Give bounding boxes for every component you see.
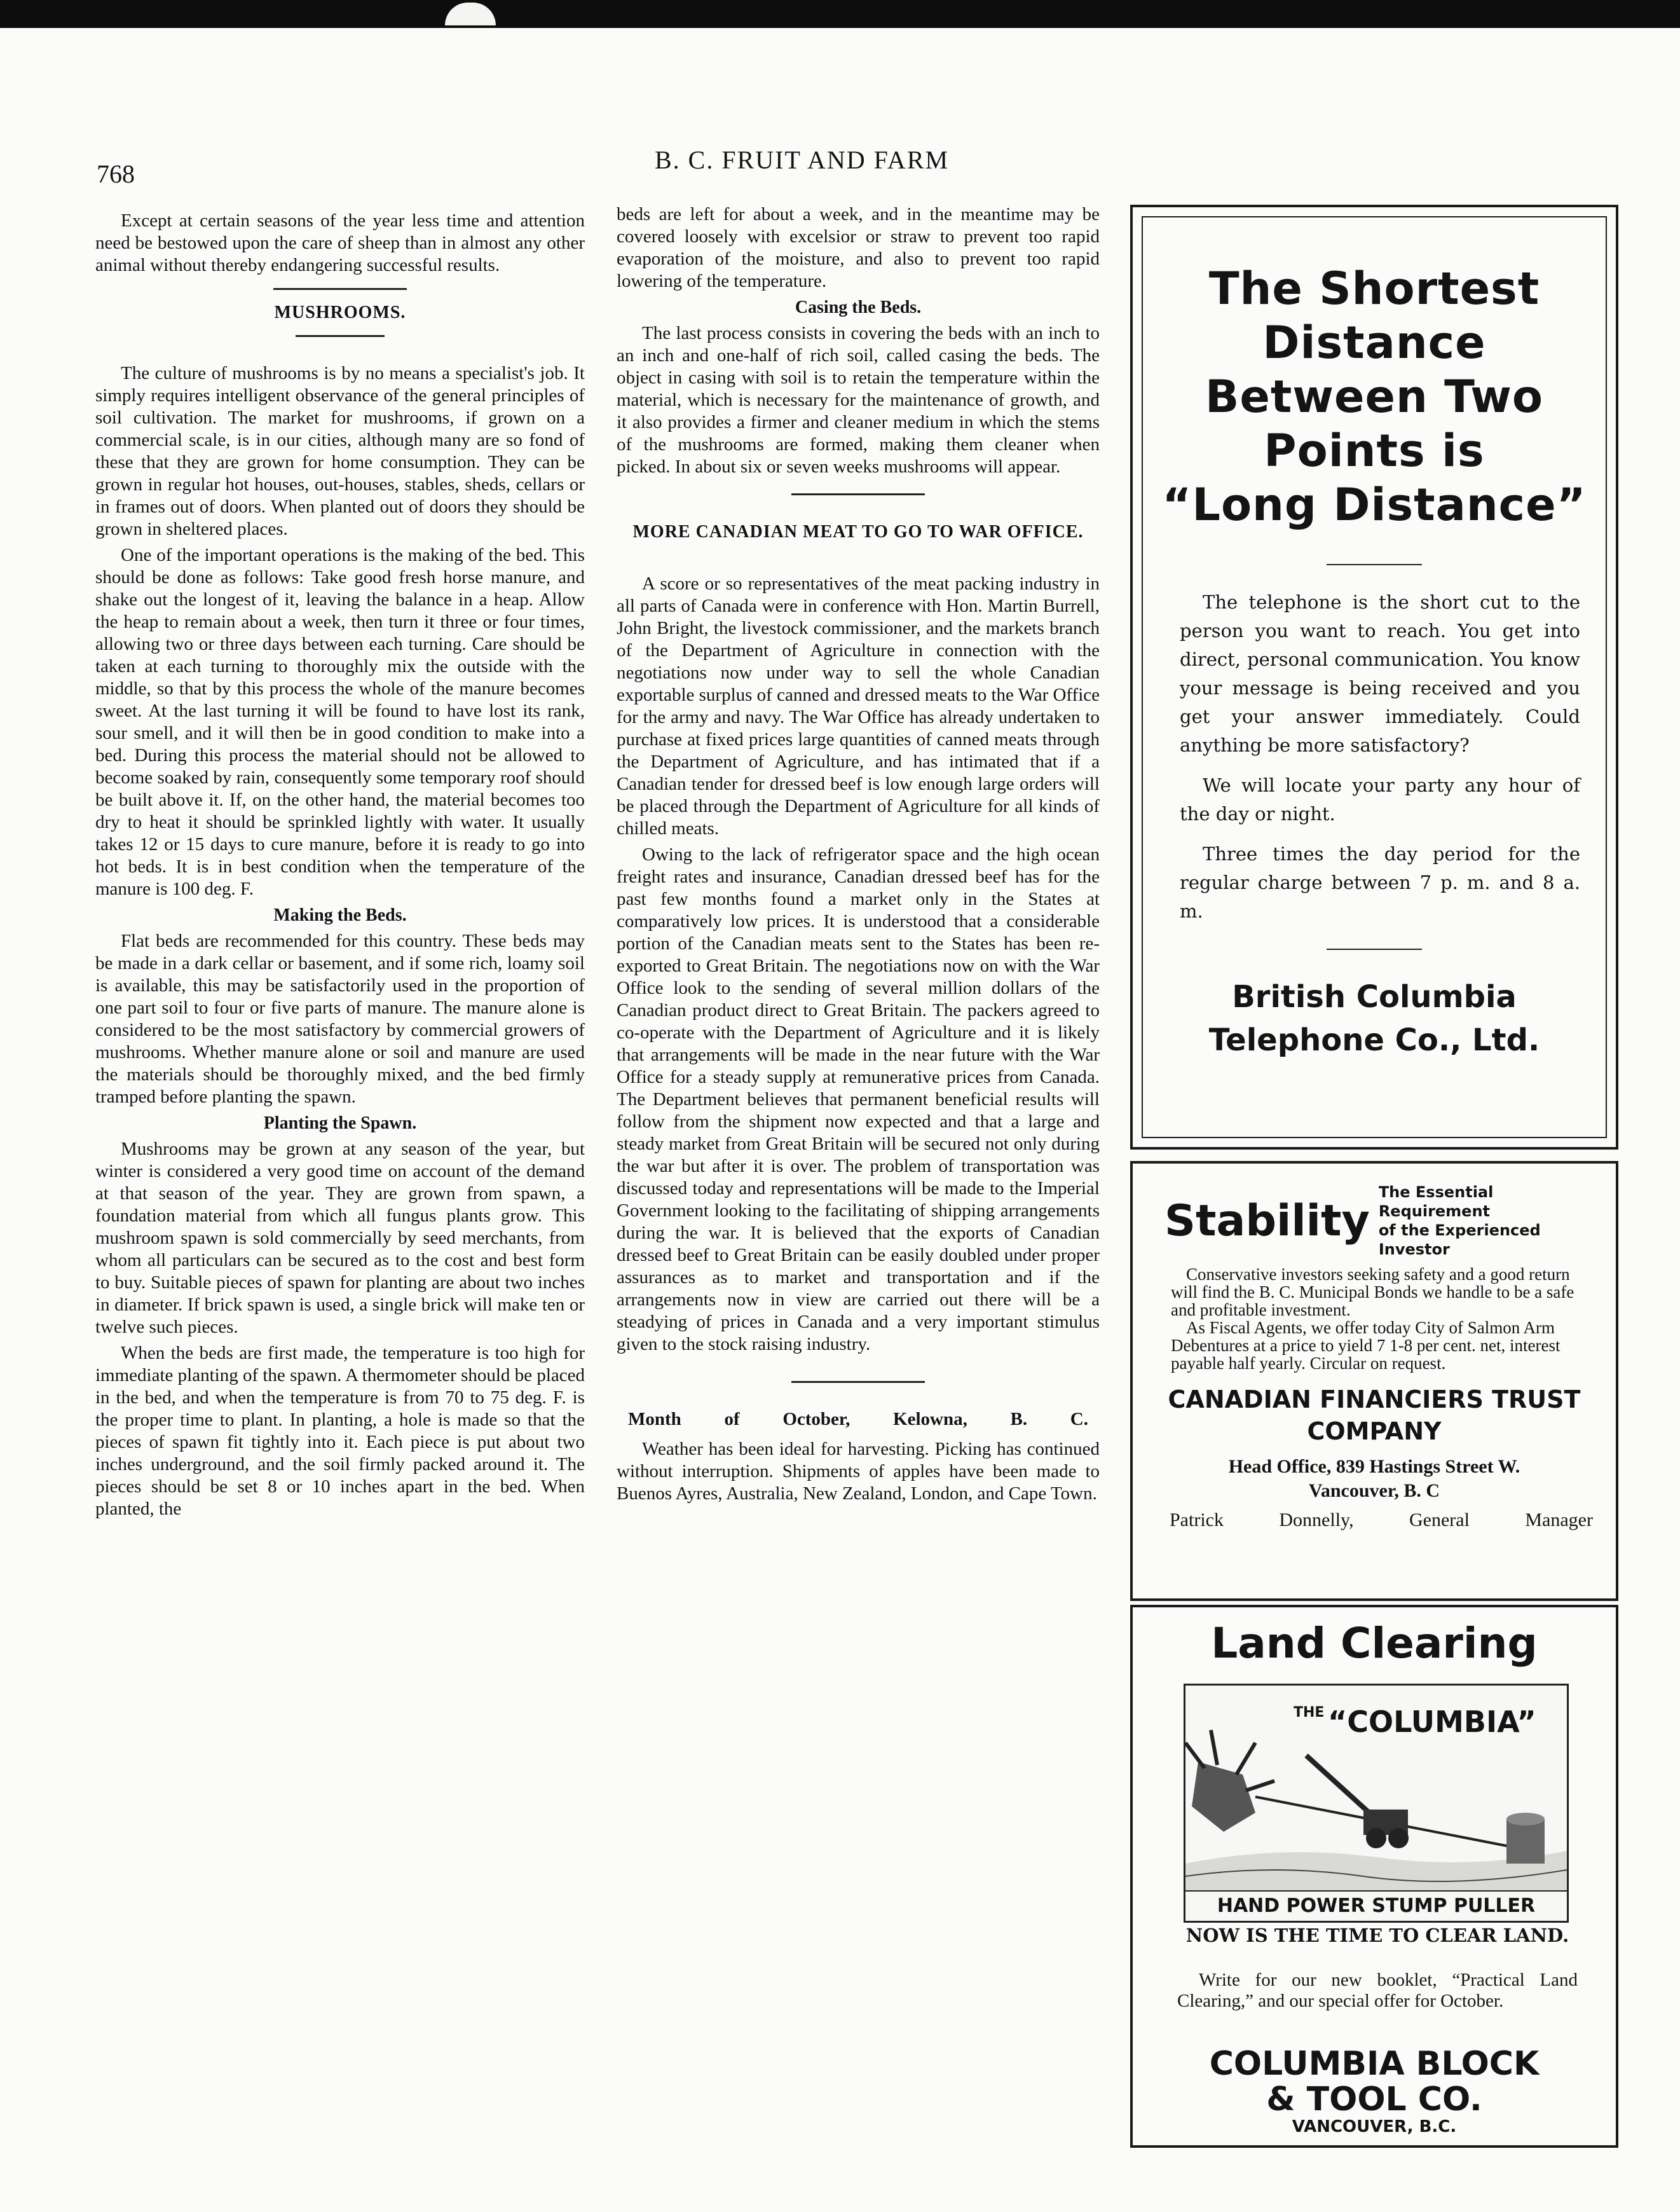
divider <box>791 1381 925 1383</box>
paragraph: Flat beds are recommended for this country. These beds may be made in a dark cellar or basement, and if some rich, loamy soil is available, this may be satisfactorily used in the proportion of one part soil to four or five parts of manure. The manure alone is considered to be the most satisfactory by commercial growers of mushrooms. Whether manure alone or soil and manure are used the materials should be thoroughly mixed, and the bed firmly tramped before planting the spawn. <box>95 931 585 1107</box>
headline-line: Points is <box>1264 425 1485 477</box>
column-middle <box>617 203 1100 1509</box>
scan-notch <box>445 3 496 25</box>
dateline-word: Month <box>628 1409 681 1429</box>
paragraph: The telephone is the short cut to the person you want to reach. You get into direct, personal communication. You know your message is being received and you get your answer immediately. Could anything be more satisfactory? <box>1180 591 1580 756</box>
paragraph: Write for our new booklet, “Practical Land Clearing,” and our special offer for October. <box>1177 1970 1578 2011</box>
dateline-word: of <box>724 1409 740 1429</box>
brand-name: “COLUMBIA” <box>1328 1705 1536 1739</box>
scan-border <box>0 0 1680 28</box>
paragraph: Owing to the lack of refrigerator space and the high ocean freight rates and insurance, Canadian dressed beef has for the past few months found a market only in the States at comparatively low prices. It is understood that a considerable portion of the Canadian meats sent to the States has been re-exported to Great Britain. The negotiations now on with the War Office look to the sending of several million dollars of the Canadian product direct to Great Britain. The packers agreed to co-operate with the Department of Agriculture and it is likely that arrangements will be made in the near future with the War Office for a steady supply at remunerative prices from Canada. The Department believes that permanent beneficial results will follow from the shipment now expected and that a large and steady market from Great Britain will be secured not only during the war but after it is over. The problem of transportation was discussed today and representations will be made to the Imperial Government looking to the facilitating of shipping arrangements during the war. It is believed that the exports of Canadian dressed beef to Great Britain can be easily doubled under proper assurances as to market and transportation and if the arrangements now in view are carried out there will be a steadying of prices in Canada and a very important stimulus given to the stock raising industry. <box>617 844 1100 1354</box>
casing-beds-heading: Casing the Beds. <box>795 298 922 317</box>
dateline-word: October, <box>782 1409 850 1429</box>
divider <box>1327 949 1422 950</box>
manager-word: General <box>1409 1509 1470 1530</box>
telephone-ad-inner-border <box>1142 216 1607 1138</box>
page-title: B. C. FRUIT AND FARM <box>655 146 950 174</box>
address-line: Vancouver, B. C <box>1308 1480 1440 1501</box>
column-left <box>95 210 585 1524</box>
headline-line: Between Two <box>1205 371 1543 423</box>
tagline-line: The Essential Requirement <box>1378 1183 1494 1220</box>
divider <box>296 335 385 337</box>
headline-line: “Long Distance” <box>1162 479 1587 531</box>
company-line: COLUMBIA BLOCK <box>1209 2045 1540 2083</box>
financiers-company-name <box>1133 1384 1616 1447</box>
making-beds-heading: Making the Beds. <box>273 905 407 925</box>
columbia-company-name <box>1133 2046 1616 2117</box>
divider <box>1327 564 1422 565</box>
paragraph: One of the important operations is the making of the bed. This should be done as follows: Take good fresh horse manure, and shake out the longest of it, leaving the balance in a heap. Allow the heap to remain about a week, then turn it three or four times, allowing two or three days between each turning. Care should be taken at each turning to thoroughly mix the outside with the middle, so that by this process the whole of the manure becomes sweet. At the last turning it will be found to have lost its rank, sour smell, and it will then be in good condition to make into a bed. During this process the material should not be allowed to become soaked by rain, consequently some temporary roof should be built above it. If, on the other hand, the material becomes too dry to heat it should be sprinkled lightly with water. It usually takes 12 or 15 days to cure manure, before it is ready to go into hot beds. It is in best condition when the temperature of the manure is 100 deg. F. <box>95 545 585 899</box>
planting-spawn-heading: Planting the Spawn. <box>263 1113 417 1133</box>
dateline-word: C. <box>1070 1409 1088 1429</box>
dateline-word: B. <box>1010 1409 1028 1429</box>
land-clearing-headline: Land Clearing <box>1211 1619 1538 1668</box>
manager-word: Manager <box>1525 1509 1593 1530</box>
paragraph: As Fiscal Agents, we offer today City of Salmon Arm Debentures at a price to yield 7 1-8 per cent. net, interest payable half yearly. Circular on request. <box>1171 1318 1560 1373</box>
product-label: HAND POWER STUMP PULLER <box>1185 1890 1567 1921</box>
telephone-ad-headline <box>1143 262 1606 532</box>
stability-title: Stability <box>1164 1195 1370 1246</box>
divider <box>273 288 407 290</box>
headline-line: Distance <box>1262 317 1486 369</box>
intro-paragraph: Except at certain seasons of the year less time and attention need be bestowed upon the care of sheep than in almost any other animal without thereby endangering successful results. <box>95 210 585 275</box>
columbia-city: VANCOUVER, B.C. <box>1292 2117 1457 2136</box>
paragraph: The culture of mushrooms is by no means a specialist's job. It simply requires intelligent observance of the general principles of soil cultivation. The market for mushrooms, if grown on a commercial scale, is in our cities, although many are so fond of these that they are grown for home consumption. They can be grown in regular hot houses, out-houses, stables, sheds, cellars or in frames out of doors. When planted out of doors they should be grown in sheltered places. <box>95 363 585 539</box>
paragraph: A score or so representatives of the meat packing industry in all parts of Canada were in conference with Hon. Martin Burrell, John Bright, the livestock commissioner, and the markets branch of the Department of Agriculture in connection with the negotiations now under way to sell the whole Canadian exportable surplus of canned and dressed meats to the War Office for the army and navy. The War Office has already undertaken to purchase at fixed prices large quantities of canned meats through the Department of Agriculture, and has intimated that if a Canadian tender for dressed beef is low enough large orders will be placed through the Department of Agriculture for all kinds of chilled meats. <box>617 574 1100 839</box>
headline-line: The Shortest <box>1208 263 1540 315</box>
financiers-address <box>1133 1455 1616 1503</box>
tagline-line: of the Experienced Investor <box>1378 1221 1541 1258</box>
land-clearing-body <box>1177 1970 1578 2012</box>
company-line: COMPANY <box>1307 1417 1442 1445</box>
company-line: British Columbia <box>1232 979 1517 1015</box>
brand-label <box>1294 1705 1536 1739</box>
paragraph: Weather has been ideal for harvesting. Picking has continued without interruption. Shipments of apples have been made to Buenos Ayres, Australia, New Zealand, London, and Cape Town. <box>617 1439 1100 1504</box>
land-clearing-ad <box>1130 1605 1618 2148</box>
dateline <box>617 1408 1100 1431</box>
telephone-ad <box>1130 205 1618 1150</box>
financiers-ad-body <box>1171 1265 1590 1372</box>
page-number: 768 <box>97 160 135 188</box>
meat-heading: MORE CANADIAN MEAT TO GO TO WAR OFFICE. <box>632 522 1084 542</box>
company-line: Telephone Co., Ltd. <box>1208 1022 1540 1058</box>
brand-the: THE <box>1294 1705 1325 1721</box>
stump-puller-illustration <box>1184 1684 1569 1923</box>
telephone-company-name <box>1143 975 1606 1062</box>
manager-word: Patrick <box>1170 1509 1224 1530</box>
paragraph: Mushrooms may be grown at any season of the year, but winter is considered a very good time on account of the demand at that season of the year. They are grown from spawn, a foundation material from which all fungus plants grow. This mushroom spawn is sold commercially by seed merchants, from whom all particulars can be secured as to the cost and best form to buy. Suitable pieces of spawn for planting are about two inches in diameter. If brick spawn is used, a single brick will make ten or twelve such pieces. <box>95 1139 585 1337</box>
paragraph: Three times the day period for the regular charge between 7 p. m. and 8 a. m. <box>1180 843 1580 922</box>
paragraph: Conservative investors seeking safety and a good return will find the B. C. Municipal Bonds we handle to be a safe and profitable investment. <box>1171 1265 1574 1319</box>
paragraph: The last process consists in covering the beds with an inch to an inch and one-half of rich soil, called casing the beds. The object in casing with soil is to retain the temperature within the material, which is necessary for the maintenance of growth, and it also provides a firmer and cleaner medium in which the stems of the mushrooms are formed, making them cleaner when picked. In about six or seven weeks mushrooms will appear. <box>617 323 1100 477</box>
address-line: Head Office, 839 Hastings Street W. <box>1228 1456 1520 1477</box>
manager-word: Donnelly, <box>1279 1509 1354 1530</box>
financiers-manager <box>1170 1509 1593 1531</box>
company-line: & TOOL CO. <box>1266 2080 1482 2119</box>
telephone-ad-body <box>1180 588 1580 926</box>
company-line: CANADIAN FINANCIERS TRUST <box>1168 1385 1581 1413</box>
paragraph: When the beds are first made, the temperature is too high for immediate planting of the spawn. A thermometer should be placed in the bed, and when the temperature is from 70 to 75 deg. F. is the proper time to plant. In planting, a hole is made so that the pieces of spawn fit tightly into it. Each piece is put about two inches underground, and the soil firmly packed around it. The pieces should be set 8 or 10 inches apart in the bed. When planted, the <box>95 1343 585 1519</box>
dateline-word: Kelowna, <box>893 1409 967 1429</box>
stability-banner <box>1164 1183 1603 1259</box>
clear-land-callout: NOW IS THE TIME TO CLEAR LAND. <box>1185 1925 1569 1946</box>
divider <box>791 493 925 495</box>
paragraph: beds are left for about a week, and in the meantime may be covered loosely with excelsior or straw to prevent too rapid evaporation of the moisture, and also to prevent too rapid lowering of the temperature. <box>617 204 1100 291</box>
mushrooms-heading: MUSHROOMS. <box>274 303 406 322</box>
stability-tagline <box>1379 1183 1603 1259</box>
paragraph: We will locate your party any hour of the day or night. <box>1180 774 1580 825</box>
financiers-ad <box>1130 1161 1618 1601</box>
